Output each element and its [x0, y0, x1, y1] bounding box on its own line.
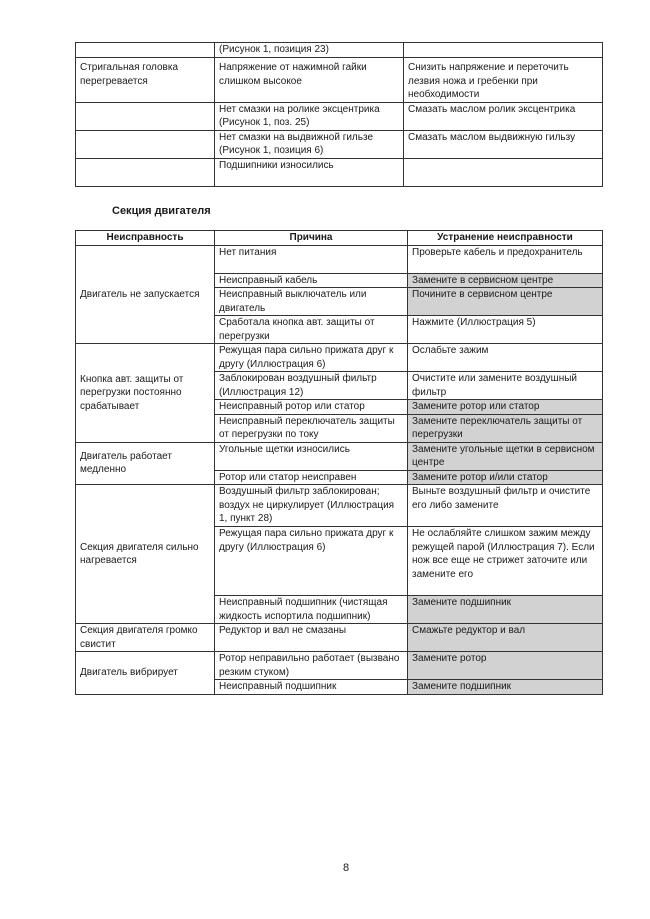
table-row: [76, 102, 603, 130]
cause-cell: Редуктор и вал не смазаны: [215, 624, 408, 652]
table-row: [76, 344, 603, 372]
fix-cell: Замените подшипник: [408, 596, 603, 624]
fault-cell: Стригальная головка перегревается: [76, 58, 215, 103]
column-header-fault: Неисправность: [76, 231, 215, 246]
cause-cell: Режущая пара сильно прижата друг к другу (Иллюстрация 6): [215, 344, 408, 372]
fix-cell: Замените угольные щетки в сервисном центре: [408, 442, 603, 470]
cause-cell: (Рисунок 1, позиция 23): [215, 43, 404, 58]
fix-cell: Смазать маслом выдвижную гильзу: [404, 130, 603, 158]
cause-cell: Неисправный подшипник: [215, 680, 408, 695]
cause-cell: Напряжение от нажимной гайки слишком высокое: [215, 58, 404, 103]
fix-cell: Снизить напряжение и переточить лезвия ножа и гребенки при необходимости: [404, 58, 603, 103]
fix-cell: Не ослабляйте слишком зажим между режущей парой (Иллюстрация 7). Если нож все еще не стрижет заточите или замените его: [408, 527, 603, 596]
cause-cell: Неисправный подшипник (чистящая жидкость испортила подшипник): [215, 596, 408, 624]
fault-cell: Секция двигателя сильно нагревается: [76, 485, 215, 624]
cause-cell: Заблокирован воздушный фильтр (Иллюстрация 12): [215, 372, 408, 400]
fault-cell: Двигатель не запускается: [76, 245, 215, 344]
fix-cell: Почините в сервисном центре: [408, 288, 603, 316]
cause-cell: Неисправный выключатель или двигатель: [215, 288, 408, 316]
cause-cell: Неисправный кабель: [215, 273, 408, 288]
section-title: Секция двигателя: [112, 205, 211, 217]
fix-cell: Замените в сервисном центре: [408, 273, 603, 288]
cause-cell: Сработала кнопка авт. защиты от перегрузки: [215, 316, 408, 344]
fix-cell: Очистите или замените воздушный фильтр: [408, 372, 603, 400]
table-row: [76, 130, 603, 158]
cause-cell: Нет смазки на ролике эксцентрика (Рисунок 1, поз. 25): [215, 102, 404, 130]
fault-cell: [76, 43, 215, 58]
cause-cell: Нет питания: [215, 245, 408, 273]
table-row: [76, 43, 603, 58]
fix-cell: Ослабьте зажим: [408, 344, 603, 372]
fix-cell: Нажмите (Иллюстрация 5): [408, 316, 603, 344]
fix-cell: Проверьте кабель и предохранитель: [408, 245, 603, 273]
fix-cell: [404, 43, 603, 58]
cause-cell: Неисправный ротор или статор: [215, 400, 408, 415]
cause-cell: Подшипники износились: [215, 158, 404, 186]
header-row: [76, 231, 603, 246]
fix-cell: Замените ротор: [408, 652, 603, 680]
cause-cell: Ротор неправильно работает (вызвано резким стуком): [215, 652, 408, 680]
fix-cell: [404, 158, 603, 186]
page-number: 8: [343, 862, 350, 874]
column-header-cause: Причина: [215, 231, 408, 246]
cause-cell: Воздушный фильтр заблокирован; воздух не циркулирует (Иллюстрация 1, пункт 28): [215, 485, 408, 527]
fault-cell: Двигатель работает медленно: [76, 442, 215, 485]
troubleshooting-table-top: [75, 42, 603, 187]
fix-cell: Смажьте редуктор и вал: [408, 624, 603, 652]
table-row: [76, 158, 603, 186]
fault-cell: [76, 158, 215, 186]
cause-cell: Ротор или статор неисправен: [215, 470, 408, 485]
fix-cell: Замените ротор и/или статор: [408, 470, 603, 485]
fault-cell: Секция двигателя громко свистит: [76, 624, 215, 652]
cause-cell: Угольные щетки износились: [215, 442, 408, 470]
table-row: [76, 652, 603, 680]
table-row: [76, 245, 603, 273]
cause-cell: Нет смазки на выдвижной гильзе (Рисунок 1, позиция 6): [215, 130, 404, 158]
cause-cell: Неисправный переключатель защиты от перегрузки по току: [215, 414, 408, 442]
table-row: [76, 58, 603, 103]
fix-cell: Замените подшипник: [408, 680, 603, 695]
column-header-fix: Устранение неисправности: [408, 231, 603, 246]
fault-cell: Двигатель вибрирует: [76, 652, 215, 695]
fix-cell: Замените переключатель защиты от перегрузки: [408, 414, 603, 442]
table-row: [76, 624, 603, 652]
motor-troubleshooting-table: [75, 230, 603, 695]
table-row: [76, 442, 603, 470]
fault-cell: [76, 102, 215, 130]
fix-cell: Выньте воздушный фильтр и очистите его либо замените: [408, 485, 603, 527]
fault-cell: Кнопка авт. защиты от перегрузки постоянно срабатывает: [76, 344, 215, 443]
table-row: [76, 485, 603, 527]
fix-cell: Смазать маслом ролик эксцентрика: [404, 102, 603, 130]
cause-cell: Режущая пара сильно прижата друг к другу (Иллюстрация 6): [215, 527, 408, 596]
fault-cell: [76, 130, 215, 158]
fix-cell: Замените ротор или статор: [408, 400, 603, 415]
